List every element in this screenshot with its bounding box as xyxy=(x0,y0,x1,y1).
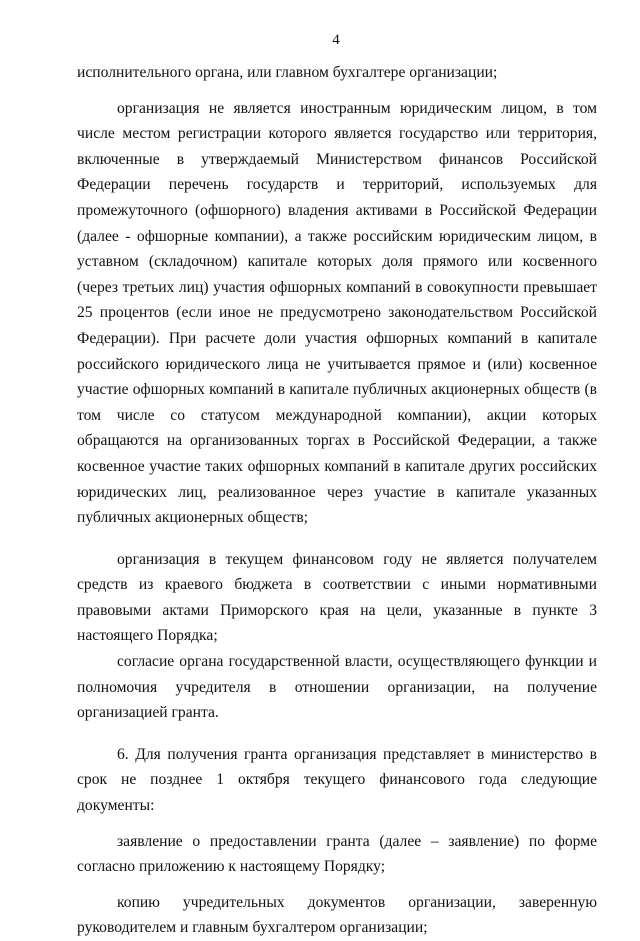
page-number: 4 xyxy=(332,32,340,48)
paragraph-budget-condition: организация в текущем финансовом году не является получателем средств из краевого бюджета в соответствии с иными нормативными правовыми актами Приморского края на цели, указанные в пункте 3 настоящего Порядка; xyxy=(77,550,597,645)
paragraph-continuation: исполнительного органа, или главном бухгалтере организации; xyxy=(77,64,498,81)
paragraph-founder-consent: согласие органа государственной власти, осуществляющего функции и полномочия учредителя в отношении организации, на получение организацией гранта. xyxy=(77,653,597,722)
paragraph-application: заявление о предоставлении гранта (далее – заявление) по форме согласно приложению к настоящему Порядку; xyxy=(77,832,597,876)
paragraph-offshore-condition: организация не является иностранным юридическим лицом, в том числе местом регистрации которого является государство или территория, включенные в утверждаемый Министерством финансов Российской Федерации перечень государств и территорий, используемых для промежуточного (офшорного) владения активами в Российской Федерации (далее - офшорные компании), а также российским юридическим лицом, в уставном (складочном) капитале которых доля прямого или косвенного (через третьих лиц) участия офшорных компаний в совокупности превышает 25 процентов (если иное не предусмотрено законодательством Российской Федерации). При расчете доли участия офшорных компаний в капитале российского юридического лица не учитывается прямое и (или) косвенное участие офшорных компаний в капитале публичных акционерных обществ (в том числе со статусом международной компании), акции которых обращаются на организованных торгах в Российской Федерации, а также косвенное участие таких офшорных компаний в капитале других российских юридических лиц, реализованное через участие в капитале указанных публичных акционерных обществ; xyxy=(77,99,597,527)
document-body xyxy=(77,60,597,941)
paragraph-section-6: 6. Для получения гранта организация представляет в министерство в срок не позднее 1 октября текущего финансового года следующие документы: xyxy=(77,745,597,815)
paragraph-founding-documents: копию учредительных документов организации, заверенную руководителем и главным бухгалтером организации; xyxy=(77,893,597,937)
